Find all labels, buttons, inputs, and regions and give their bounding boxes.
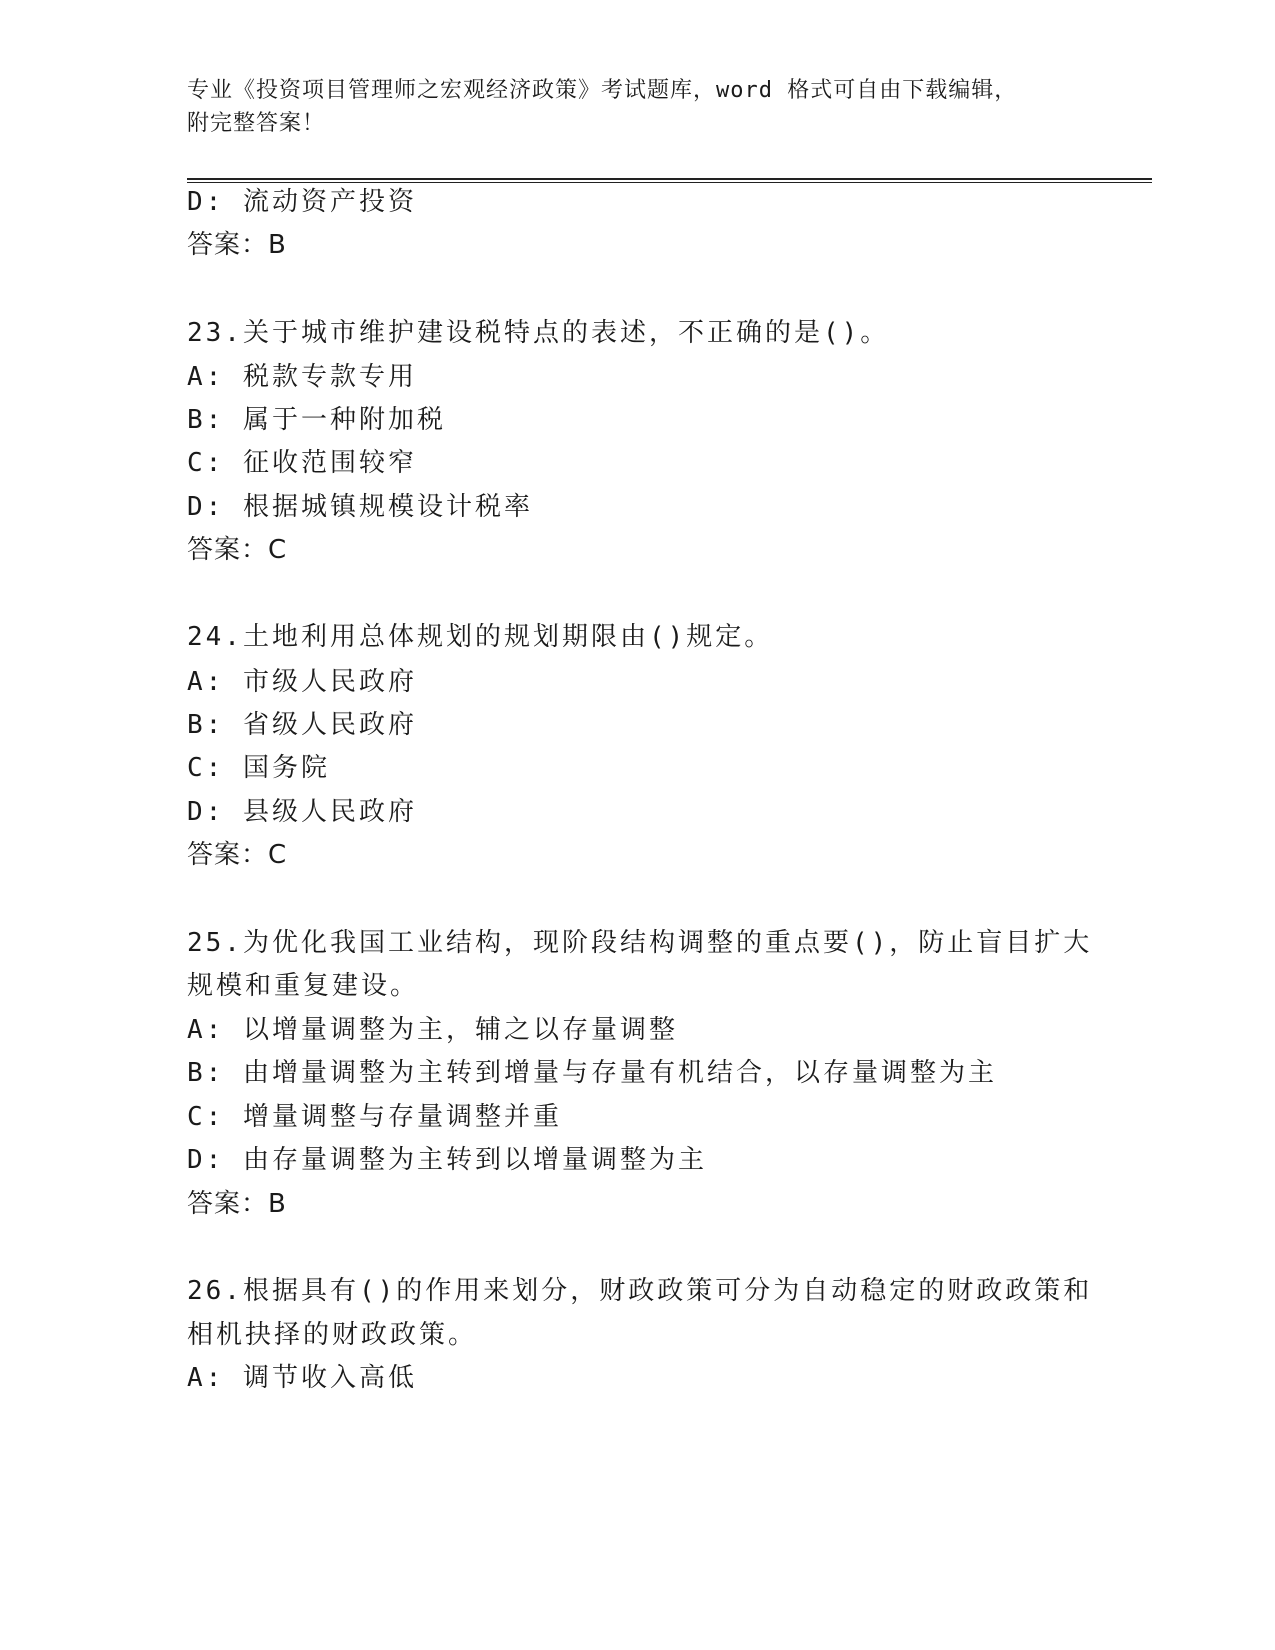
question-26-option-a: A: 调节收入高低 xyxy=(187,1363,417,1393)
question-25-stem-line-1: 25.为优化我国工业结构，现阶段结构调整的重点要()，防止盲目扩大 xyxy=(187,928,1093,958)
question-25-option-d: D: 由存量调整为主转到以增量调整为主 xyxy=(187,1145,707,1175)
question-23-stem: 23.关于城市维护建设税特点的表述，不正确的是()。 xyxy=(187,318,890,348)
document-header xyxy=(187,74,1087,140)
question-26-stem-line-2: 相机抉择的财政政策。 xyxy=(187,1320,478,1350)
header-line-1: 专业《投资项目管理师之宏观经济政策》考试题库，word 格式可自由下载编辑， xyxy=(187,78,1018,103)
question-24-option-b: B: 省级人民政府 xyxy=(187,710,417,740)
question-24-answer: 答案：C xyxy=(187,840,288,870)
question-25-option-b: B: 由增量调整为主转到增量与存量有机结合，以存量调整为主 xyxy=(187,1058,997,1088)
header-divider xyxy=(187,178,1152,183)
question-24-option-a: A: 市级人民政府 xyxy=(187,667,417,697)
question-23-option-c: C: 征收范围较窄 xyxy=(187,448,417,478)
header-line-2: 附完整答案！ xyxy=(187,111,326,136)
question-23-option-b: B: 属于一种附加税 xyxy=(187,405,446,435)
question-26-stem-line-1: 26.根据具有()的作用来划分，财政政策可分为自动稳定的财政政策和 xyxy=(187,1276,1093,1306)
question-25-option-a: A: 以增量调整为主，辅之以存量调整 xyxy=(187,1015,678,1045)
prev-answer: 答案：B xyxy=(187,230,287,260)
question-25-answer: 答案：B xyxy=(187,1189,287,1219)
question-25-stem-line-2: 规模和重复建设。 xyxy=(187,971,420,1001)
question-23-option-d: D: 根据城镇规模设计税率 xyxy=(187,492,533,522)
question-23-answer: 答案：C xyxy=(187,535,288,565)
question-24-option-c: C: 国务院 xyxy=(187,753,330,783)
question-23-option-a: A: 税款专款专用 xyxy=(187,362,417,392)
question-25-option-c: C: 增量调整与存量调整并重 xyxy=(187,1102,562,1132)
question-24-stem: 24.土地利用总体规划的规划期限由()规定。 xyxy=(187,622,774,652)
question-24-option-d: D: 县级人民政府 xyxy=(187,797,417,827)
prev-option-d: D: 流动资产投资 xyxy=(187,187,417,217)
